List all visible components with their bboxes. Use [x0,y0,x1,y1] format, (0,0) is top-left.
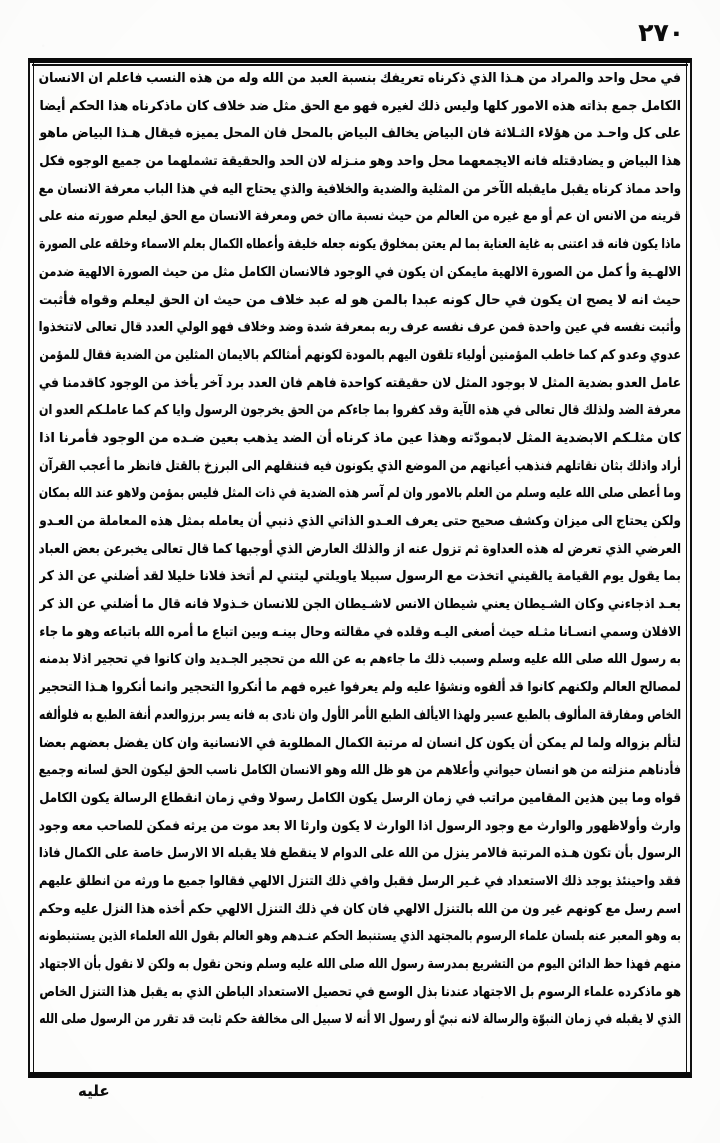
text-line [39,231,681,259]
text-line-content: واحد مماذ كرناه يقبل مايقبله الآخر من المثلية والضدية والخلافية والذي يحتاج اليه في هذا الباب معرفة الانسان مع [39,181,681,197]
text-line-content: عدوي وعدو كم كما خاطب المؤمنين أولياء تلقون اليهم بالمودة لكونهم أمثالكم بالايمان المثلين من الضدية فقال للمؤمن [39,347,681,363]
text-line [39,370,681,398]
text-line-content: ماذا يكون فانه قد اعتنى به غاية العناية بما لم يعتن بمخلوق يكونه جعله خليفة وأعطاه الكمال بعلم الاسماء وخلقه على الصورة [39,237,681,253]
text-line [39,923,681,951]
text-line [39,951,681,979]
text-line-content: به وهو المعبر عنه بلسان علماء الرسوم بالمجتهد الذي يستنبط الحكم عنـدهم وهو العالم بقول الله العلماء الذين يستنبطونه [39,929,681,945]
text-line [39,536,681,564]
text-line [39,425,681,453]
text-line-content: العرضي الذي تعرض له هذه العداوة ثم تزول عنه از والذلك العارض الذي أوجبها كما قال تعالى يخبرعن بعض العباد [39,541,681,557]
text-line-content: الرسول بأن تكون هـذه المرتبة فالامر ينزل من الله على الدوام لا ينقطع فلا يقبله الا الارسل خاصة على الكمال فاذا [39,846,681,862]
text-line [39,287,681,315]
text-line-content: لتألم بزواله ولما لم يمكن أن يكون كل انسان له مرتبة الكمال المطلوبة في الانسانية وان كان يفضل بعضهم بعضا [39,735,681,751]
text-line [39,508,681,536]
text-line-content: وأثبت نفسه في عين واحدة فمن عرف نفسه عرف ربه بمعرفة شدة وضد وخلاف فهو الولي العدد قال تعالى لاتتخذوا [39,320,681,336]
text-line [39,813,681,841]
text-line-content: بما يقول يوم القيامة يالقيني اتخذت مع الرسول سبيلا ياويلتي ليتني لم أتخذ فلانا خليلا لقد أضلني عن الذ كر [39,569,681,585]
text-line-content: في محل واحد والمراد من هـذا الذي ذكرناه تعريفك بنسبة العبد من الله وله من هذه النسب فاعلم ان الانسان [39,71,681,86]
text-line-content: أراد واذلك بثان نقاتلهم فنذهب أعيانهم من الموضع الذي يكونون فيه فننقلهم الى البرزخ بالقتل فانظر ما أعجب القرآن [39,458,681,474]
text-line [39,730,681,758]
text-line-content: حيث انه لا يصح ان يكون في حال كونه عبدا بالمن هو له عبد خلاف من حيث ان الحق ليعلم وقواه فأثبت [39,292,681,308]
text-line [39,314,681,342]
frame-inner-right-rule [686,63,687,1072]
text-line-content: ولكن يحتاج الى ميزان وكشف صحيح حتى يعرف العـدو الذاتي الذي ذنبي أن يعامله بمثل هذه المعاملة من العـدو [39,514,681,529]
text-line [39,259,681,287]
text-line-content: معرفة الضد ولذلك قال تعالى في هذه الآية وقد كفروا بما جاءكم من الحق يخرجون الرسول وايا كم كما عاملـكم العدو ان [39,403,681,419]
text-line [39,176,681,204]
text-line-content: قرينه من الانس ان عم أو مع غيره من العالم من حيث نسبة ماان خص ومعرفة الانسان مع الحق ليعلم صورته منه على [39,209,681,225]
text-line [39,868,681,896]
text-line [39,65,681,93]
text-line-content: بعـد اذجاءني وكان الشـيطان يعني شيطان الانس لاشـيطان الجن للانسان خـذولا فانه قال ما أضلني عن الذ كر [39,597,681,613]
text-line-content: هو ماذكرده علماء الرسوم بل الاجتهاد عندنا بذل الوسع في تحصيل الاستعداد الباطن الذي به يقبل هذا التنزل الخاص [39,984,681,1000]
text-line-content: على كل واحـد من هؤلاء الثـلاثة فان البياض يخالف البياض بالمحل فان المحل يميزه فيقال هـذا البياض ماهو [39,126,681,142]
text-line [39,840,681,868]
text-line [39,397,681,425]
text-line [39,342,681,370]
catchword: عليه [78,1082,110,1100]
text-line-content: الافلان وسمي انسـانا مثـله حيث أصغى اليـه وقلده في مقالته وحال بينـه وبين اتباع ما أمره الله باتباعه وهو ما جاء [39,624,681,640]
arabic-body-text [39,65,681,1070]
text-line-content: الالهـية وأ كمل من الصورة الالهية مايمكن ان يكون في الوجود فالانسان الكامل مثل من حيث الصورة الالهية ضدمن [39,264,681,280]
text-line [39,785,681,813]
text-line [39,979,681,1007]
text-line [39,480,681,508]
text-line [39,896,681,924]
text-line [39,591,681,619]
text-line [39,453,681,481]
text-line-content: فأدناهم منزلته من هو انسان حيواني وأعلاهم من هو ظل الله وهو الانسان الكامل ناسب الحق ليكون الحق لسانه وجميع [39,763,681,779]
text-line-content: الكامل جمع بذاته هذه الامور كلها وليس ذلك لغيره فهو مع الحق مثل ضد خلاف كان ماذكرناه هذا الحكم أيضا [39,98,681,114]
text-line-content: عامل العدو بضدية المثل لا بوجود المثل لان حقيقته كواحدة فاهم فان العدد برد آخر يأخذ من الوجود كاقدمنا في [39,375,681,391]
text-line-content: الذي لا يقبله في زمان النبوّة والرسالة لانه نبيّ أو رسول الا أنه لا سبيل الى مخالفة حكم ثابت قد تقرر من الرسول صلى الله [39,1012,681,1028]
text-frame-border [28,58,692,1078]
text-line-content: به رسول الله صلى الله عليه وسلم وسبب ذلك ما جاءهم به عن الله من تحجير الجـديد وان كانوا في تحجير اذلا بدمنه [39,652,681,668]
text-line [39,1006,681,1034]
text-line [39,148,681,176]
text-line-content: كان مثلـكم الابضدية المثل لابمودّته وهذا عين ماذ كرناه أن الضد يذهب بعين ضـده من الوجود فأمرنا اذا [39,430,681,446]
text-line [39,93,681,121]
text-line [39,646,681,674]
text-line-content: هذا البياض و يضادقتله فانه الايجمعهما محل واحد وهو منـزله لان الحد والحقيقة تشملهما من جميع الوجوه فكل [39,154,681,170]
text-line-content: وما أعطى صلى الله عليه وسلم من العلم بالامور وان لم آسر هذه الضدية في ذات المثل فليس بمؤمن ولاهو عند الله بمكان [39,486,681,502]
text-line-content: فقد واحينئذ يوجد ذلك الاستعداد في غـير الرسل فقبل وافي ذلك التنزل الالهي فقالوا جميع ما ورثه من انطلق عليهم [39,873,681,889]
text-line [39,619,681,647]
text-line-content: قواه وما بين هذين المقامين مراتب في زمان الرسل يكون الكامل رسولا وفي زمان انقطاع الرسالة يكون الكامل [39,790,681,806]
text-line-content: لمصالح العالم ولكنهم كانوا قد ألفوه ونشؤا عليه ولم يعرفوا غيره فهم ما أنكروا التحجير وانما أنكروا هـذا التحجير [39,680,681,696]
text-line-content: وارث وأولاظهور والوارث مع وجود الرسول اذا الوارث لا يكون وارثا الا بعد موت من يرثه فمكن للصاحب معه وجود [39,818,681,834]
text-line [39,702,681,730]
text-line [39,203,681,231]
text-line [39,674,681,702]
text-line [39,757,681,785]
text-line [39,563,681,591]
text-line-content: اسم رسل مع كونهم غير ون من الله بالتنزل الالهي فان كان في ذلك التنزل الالهي حكم أخذه هذا النزل عليه وحكم [39,901,681,917]
page-number: ٢٧٠ [638,18,684,47]
text-line-content: منهم فهذا حظ الدائن اليوم من التشريع بمدرسة رسول الله صلى الله عليه وسلم ونحن نقول به ولكن لا نقول بأن الاجتهاد [39,957,681,972]
text-line-content: الخاص ومفارقة المألوف بالطبع عسير ولهذا الايألف الطبع الأمر الأول وان نادى به فانه يسر برزوالعدم أنفة الطبع به فلوألفه [39,707,681,723]
text-line [39,120,681,148]
